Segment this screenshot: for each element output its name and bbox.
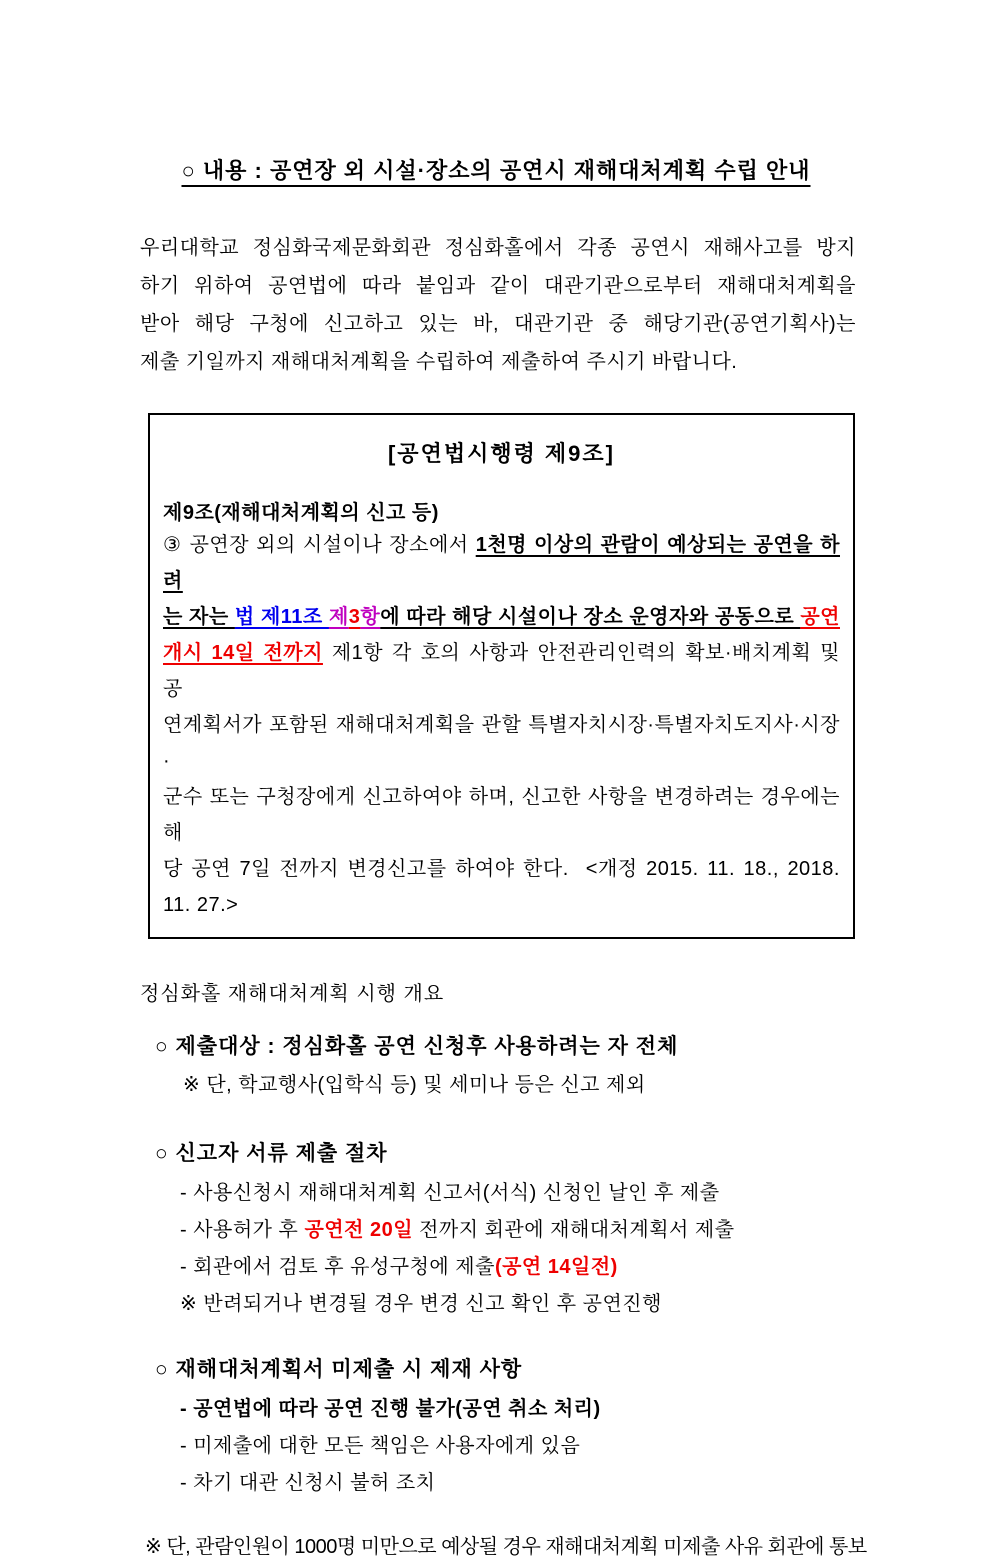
text-line	[140, 267, 856, 305]
text-segment: 전까지 회관에 재해대처계획서 제출	[413, 1219, 735, 1241]
text-segment: ③ 공연장 외의 시설이나 장소에서	[163, 534, 476, 556]
text-segment: - 공연법에 따라 공연 진행 불가(공연 취소 처리)	[180, 1398, 601, 1420]
text-line	[140, 305, 856, 343]
text-segment: - 회관에서 검토 후 유성구청에 제출	[180, 1256, 495, 1278]
bottom-footnote: ※ 단, 관람인원이 1000명 미만으로 예상될 경우 재해대처계획 미제출 사유 회관에 통보	[145, 1536, 867, 1558]
text-segment: 항	[360, 606, 381, 628]
text-line	[163, 635, 840, 707]
sanction-item	[155, 1353, 992, 1502]
overview-section-title: 정심화홀 재해대처계획 시행 개요	[140, 983, 445, 1005]
text-segment: ※ 반려되거나 변경될 경우 변경 신고 확인 후 공연진행	[180, 1293, 662, 1315]
law-box-title: [공연법시행령 제9조]	[387, 441, 616, 466]
procedure-bullet-list	[180, 1175, 992, 1323]
law-box-paragraph	[163, 527, 840, 923]
submission-target-note: ※ 단, 학교행사(입학식 등) 및 세미나 등은 신고 제외	[183, 1074, 646, 1096]
text-segment: 에 따라 해당 시설이나 장소 운영자와 공동으로	[380, 606, 801, 628]
text-line	[180, 1286, 992, 1323]
text-segment: 제1항 각 호의 사항과 안전관리인력의 확보·배치계획 및 공	[163, 642, 840, 700]
text-segment: - 차기 대관 신청시 불허 조치	[180, 1472, 436, 1494]
text-segment: 당 공연 7일 전까지 변경신고를 하여야 한다. <개정 2015. 11. 18., 2018. 11. 27.>	[163, 858, 840, 916]
text-line	[180, 1428, 992, 1465]
page-title-text: ○ 내용 : 공연장 외 시설·장소의 공연시 재해대처계획 수립 안내	[181, 158, 811, 183]
intro-paragraph	[140, 229, 856, 381]
text-line	[163, 779, 840, 851]
text-line	[180, 1212, 992, 1249]
text-segment: (공연 14일전)	[494, 1256, 618, 1278]
text-segment: - 미제출에 대한 모든 책임은 사용자에게 있음	[180, 1435, 581, 1457]
text-segment: 3	[348, 606, 361, 628]
text-segment: - 사용허가 후	[180, 1219, 305, 1241]
text-segment: 1천명 이상의 관람이 예상되는 공연을 하려	[163, 534, 840, 592]
text-line	[180, 1465, 992, 1502]
procedure-item	[155, 1137, 992, 1323]
law-box	[148, 413, 855, 939]
text-line	[163, 599, 840, 635]
text-segment: 연계획서가 포함된 재해대처계획을 관할 특별자치시장·특별자치도지사·시장·	[163, 714, 840, 772]
text-segment: 제	[328, 606, 349, 628]
sanction-header: ○ 재해대처계획서 미제출 시 제재 사항	[155, 1358, 523, 1381]
text-line	[163, 707, 840, 779]
text-segment: 제출 기일까지 재해대처계획을 수립하여 제출하여 주시기 바랍니다.	[140, 351, 738, 373]
text-segment: 개시 14일 전까지	[163, 642, 323, 664]
text-line	[140, 229, 856, 267]
text-segment: - 사용신청시 재해대처계획 신고서(서식) 신청인 날인 후 제출	[180, 1182, 720, 1204]
law-box-subtitle: 제9조(재해대처계획의 신고 등)	[163, 502, 439, 524]
document-page	[0, 154, 992, 1557]
text-line	[163, 527, 840, 599]
text-segment: 법 제11조	[234, 606, 329, 628]
text-line	[180, 1249, 992, 1286]
text-segment: 군수 또는 구청장에게 신고하여야 하며, 신고한 사항을 변경하려는 경우에는 해	[163, 786, 840, 844]
procedure-header: ○ 신고자 서류 제출 절차	[155, 1142, 388, 1165]
text-segment: 는 자는	[163, 606, 235, 628]
text-segment: 공연	[800, 606, 840, 628]
submission-target-header: ○ 제출대상 : 정심화홀 공연 신청후 사용하려는 자 전체	[155, 1035, 679, 1058]
submission-target-item	[155, 1030, 992, 1097]
text-segment: 우리대학교 정심화국제문화회관 정심화홀에서 각종 공연시 재해사고를 방지	[140, 237, 856, 259]
text-segment: 공연전 20일	[304, 1219, 414, 1241]
text-line	[140, 343, 856, 381]
text-segment: 받아 해당 구청에 신고하고 있는 바, 대관기관 중 해당기관(공연기획사)는	[140, 313, 856, 335]
sanction-bullet-list	[180, 1391, 992, 1502]
page-title	[70, 154, 922, 185]
text-line	[163, 851, 840, 923]
text-segment: 하기 위하여 공연법에 따라 붙임과 같이 대관기관으로부터 재해대처계획을	[140, 275, 856, 297]
text-line	[180, 1391, 992, 1428]
text-line	[180, 1175, 992, 1212]
